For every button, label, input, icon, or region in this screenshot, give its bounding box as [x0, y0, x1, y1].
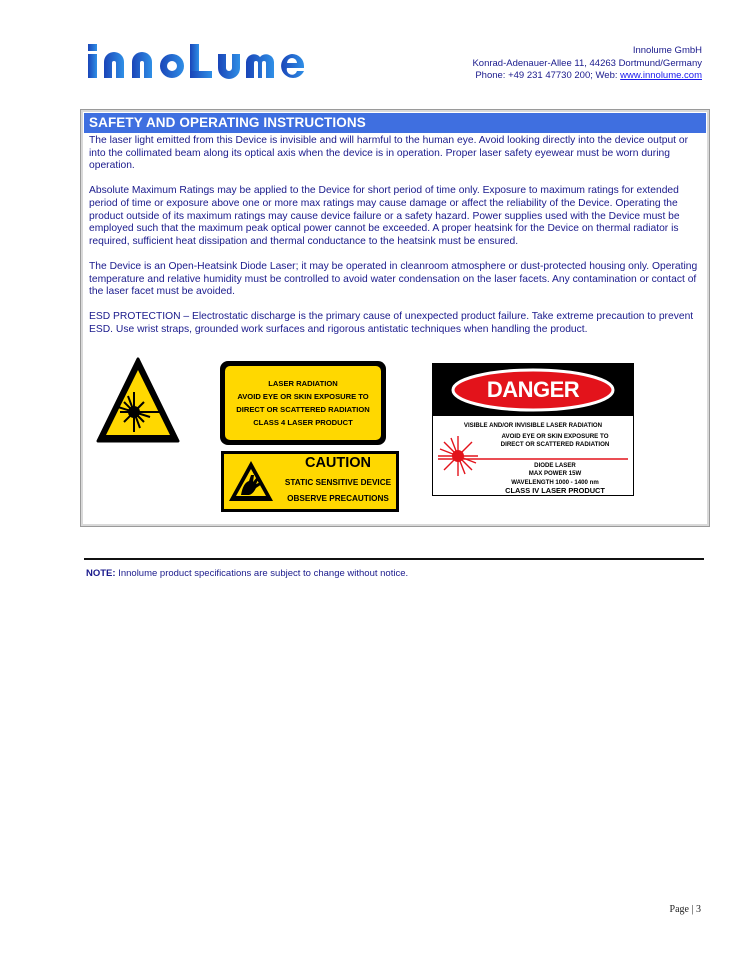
note-label: NOTE: [86, 568, 116, 579]
website-link[interactable]: www.innolume.com [620, 70, 702, 81]
danger-subtitle: VISIBLE AND/OR INVISIBLE LASER RADIATION [463, 422, 603, 429]
danger-line1: AVOID EYE OR SKIN EXPOSURE TO [501, 433, 609, 440]
caution-esd-label [221, 451, 399, 512]
company-contact [472, 70, 702, 83]
laser-hazard-triangle-icon [96, 357, 180, 447]
warning-signs [81, 360, 709, 520]
company-info [472, 45, 702, 83]
danger-label [432, 363, 634, 496]
company-name: Innolume GmbH [632, 45, 702, 56]
paragraph-max-ratings: Absolute Maximum Ratings may be applied to the Device for short period of time only. Exposure to maximum ratings for extended period of time or exposure above one or more max ratings may cause damage or affect the reliability of the Device. Operating the product outside of its maximum ratings may cause device failure or a safety hazard. Power supplies used with the Device must be employed such that the maximum peak optical power cannot be exceeded. A proper heatsink for the Device on thermal radiator is required, sufficient heat dissipation and thermal conductance to the heatsink must be ensured. [89, 185, 680, 247]
innolume-logo [88, 44, 374, 80]
contact-phone: Phone: +49 231 47730 200; Web: [475, 70, 621, 81]
page-number: Page | 3 [669, 904, 701, 915]
laser-label-line4: CLASS 4 LASER PRODUCT [253, 418, 353, 427]
paragraph-open-heatsink: The Device is an Open-Heatsink Diode Laser; it may be operated in cleanroom atmosphere or dust-protected housing only. Operating temperature and relative humidity must be controlled to avoid water condensation on the laser facets. Any contamination or contact of the laser facet must be avoided. [89, 260, 698, 298]
laser-label-line1: LASER RADIATION [268, 379, 338, 388]
danger-line3: DIODE LASER [534, 462, 576, 469]
caution-title: CAUTION [304, 455, 372, 471]
section-body [89, 135, 703, 349]
danger-line4: MAX POWER 15W [528, 470, 582, 478]
laser-label-line3: DIRECT OR SCATTERED RADIATION [236, 405, 370, 414]
danger-title: DANGER [486, 377, 580, 402]
danger-line2: DIRECT OR SCATTERED RADIATION [500, 441, 610, 449]
paragraph-esd: ESD PROTECTION – Electrostatic discharge is the primary cause of unexpected product failure. Take extreme precaution to prevent ESD. Use wrist straps, grounded work surfaces and rigorous antistatic techniques when handling the product. [89, 311, 694, 335]
danger-line6: CLASS IV LASER PRODUCT [505, 486, 605, 496]
caution-line2: OBSERVE PRECAUTIONS [287, 494, 389, 503]
section-title: SAFETY AND OPERATING INSTRUCTIONS [84, 113, 706, 133]
laser-label-line2: AVOID EYE OR SKIN EXPOSURE TO [237, 392, 369, 401]
laser-radiation-label [219, 360, 387, 446]
note-text: Innolume product specifications are subject to change without notice. [115, 568, 409, 579]
paragraph-laser-light: The laser light emitted from this Device is invisible and will harmful to the human eye. Avoid looking directly into the device output or into the collimated beam along its optical axis when the device is in operation. Proper laser safety eyewear must be worn during operation. [89, 135, 689, 172]
danger-line5: WAVELENGTH 1000 - 1400 nm [511, 478, 599, 486]
safety-panel [80, 109, 710, 527]
caution-line1: STATIC SENSITIVE DEVICE [284, 478, 392, 487]
company-address: Konrad-Adenauer-Allee 11, 44263 Dortmund/Germany [472, 57, 702, 69]
footer-divider [84, 558, 704, 560]
footer-note [86, 568, 408, 579]
